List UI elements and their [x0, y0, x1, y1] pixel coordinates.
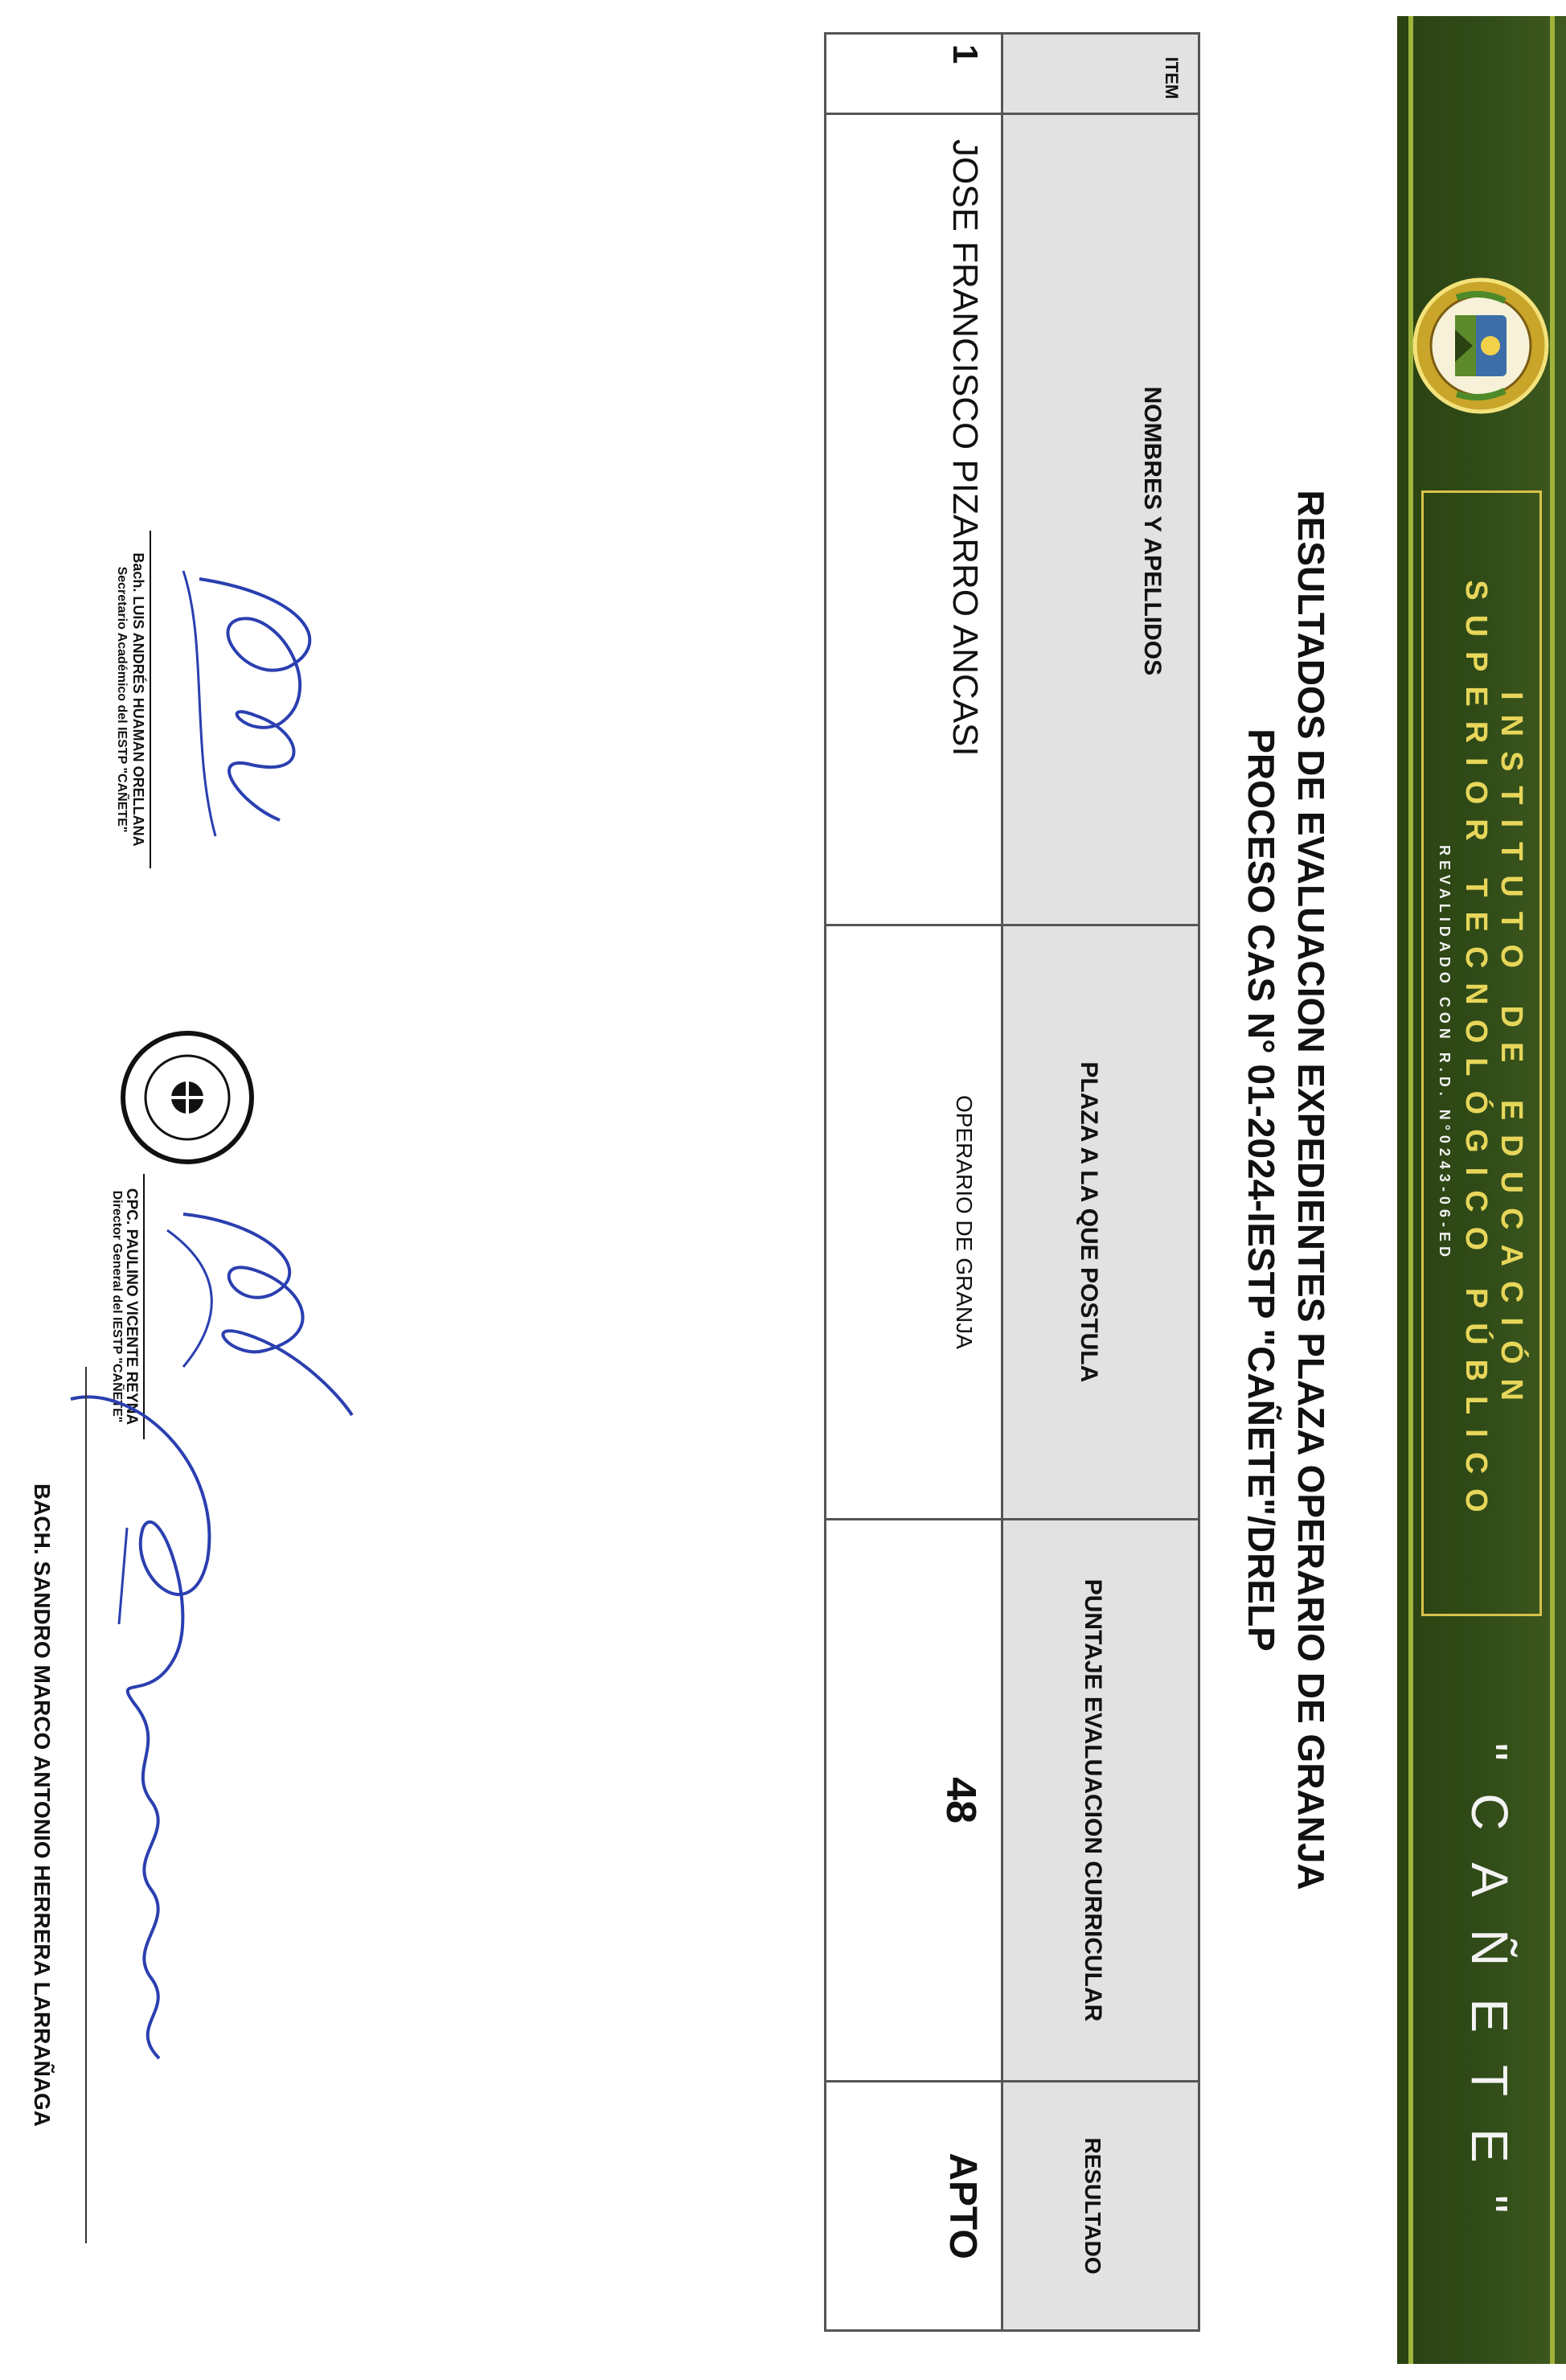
signature-left-title: Secretario Académico del IESTP "CAÑETE" — [115, 566, 129, 833]
institute-crest-logo-icon — [1408, 273, 1553, 418]
institution-line1: INSTITUTO DE EDUCACIÓN — [1494, 691, 1528, 1415]
signature-right-name: BACH. SANDRO MARCO ANTONIO HERRERA LARRAÑAGA — [30, 1483, 55, 2128]
header-nombres: NOMBRES Y APELLIDOS — [1002, 113, 1199, 925]
document-subtitle: PROCESO CAS N° 01-2024-IESTP "CAÑETE"/DRELP — [1240, 728, 1282, 1652]
header-resultado: RESULTADO — [1002, 2082, 1199, 2331]
cell-plaza: OPERARIO DE GRANJA — [826, 925, 1002, 1519]
header-puntaje: PUNTAJE EVALUACION CURRICULAR — [1002, 1519, 1199, 2081]
document-title: RESULTADOS DE EVALUACION EXPEDIENTES PLAZA OPERARIO DE GRANJA — [1290, 490, 1332, 1890]
signature-secretario — [111, 482, 400, 868]
signature-right-line — [85, 1367, 87, 2243]
header-plaza: PLAZA A LA QUE POSTULA — [1002, 925, 1199, 1519]
handwritten-signature-left-icon — [143, 482, 400, 868]
table-row — [826, 34, 1002, 2331]
header-banner — [1397, 16, 1566, 2364]
institution-name-block — [1421, 490, 1542, 1616]
signature-right — [6, 1367, 248, 2267]
results-table — [824, 32, 1200, 2332]
signature-left-name: Bach. LUIS ANDRÉS HUAMAN ORELLANA — [129, 531, 151, 868]
cell-resultado: APTO — [826, 2082, 1002, 2331]
handwritten-signature-right-icon — [55, 1367, 248, 2267]
signature-middle-name: CPC. PAULINO VICENTE REYNA — [122, 1174, 145, 1439]
header-item: ITEM — [1002, 34, 1199, 114]
institution-short-name: "CAÑETE" — [1461, 1742, 1519, 2246]
cell-item: 1 — [826, 34, 1002, 114]
table-header-row — [1002, 34, 1199, 2331]
cell-puntaje: 48 — [826, 1519, 1002, 2081]
cell-nombre: JOSE FRANCISCO PIZARRO ANCASI — [826, 113, 1002, 925]
revalidation-text: REVALIDADO CON R.D. N°0243-06-ED — [1437, 845, 1453, 1262]
institution-line2: SUPERIOR TECNOLÓGICO PÚBLICO — [1459, 580, 1493, 1527]
signature-middle-title: Director General del IESTP "CAÑETE" — [110, 1190, 124, 1423]
